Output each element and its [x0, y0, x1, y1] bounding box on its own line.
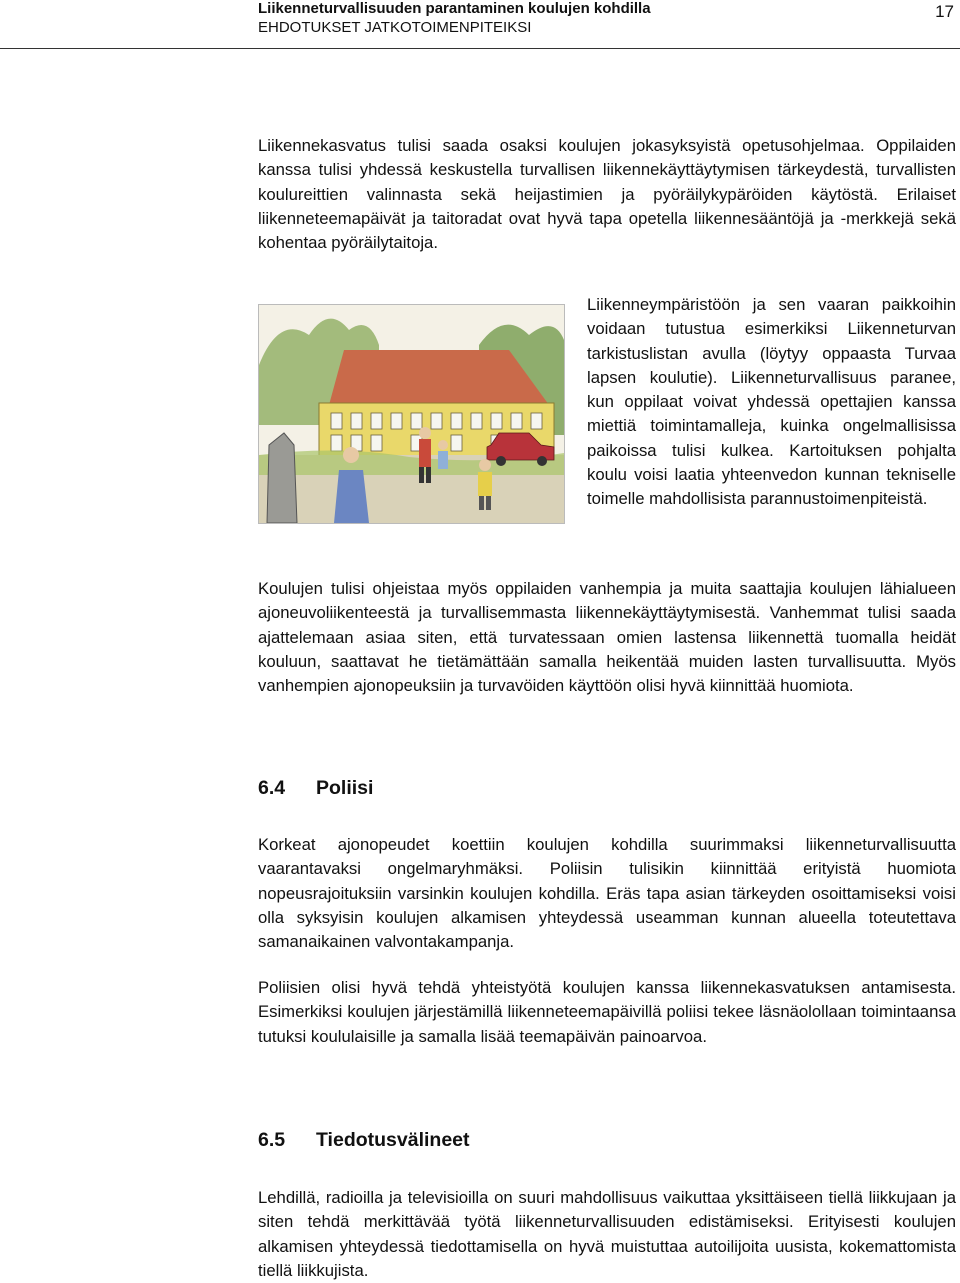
section-number: 6.4 — [258, 777, 286, 799]
paragraph-police-speeds: Korkeat ajonopeudet koettiin koulujen kohdilla suurimmaksi liikenneturvallisuutta vaarantavaksi ongelmaryhmäksi. Poliisin tulisikin kiinnittää erityistä huomiota nopeusrajoituksiin varsinkin koulujen kohdilla. Eräs tapa asian tärkeyden osoittamiseksi voisi olla syksyisin koulujen alkamisen yhteydessä useamman kunnan alueella toteutettava samanaikainen valvontakampanja. — [258, 835, 956, 952]
section-title: Poliisi — [316, 777, 374, 799]
page-header — [0, 0, 960, 49]
section-heading-police — [258, 776, 373, 800]
paragraph-media: Lehdillä, radioilla ja televisioilla on suuri mahdollisuus vaikuttaa yksittäiseen tiellä liikkujaan ja siten tehdä merkittävää työtä liikenneturvallisuuden edistämiseksi. Erityisesti koulujen alkamisen yhteydessä tiedottamisella on hyvä muistuttaa autoilijoita uusista, kokemattomista tiellä liikkujista. — [258, 1188, 956, 1280]
paragraph-traffic-education: Liikennekasvatus tulisi saada osaksi koulujen jokasyksyistä opetusohjelmaa. Oppilaiden kanssa tulisi yhdessä keskustella turvallisen liikennekäyttäytymisen tärkeydestä, turvallisten koulureittien valinnasta sekä heijastimien ja pyöräilykypäröiden käytöstä. Erilaiset liikenneteemapäivät ja taitoradat ovat hyvä tapa opetella liikennesääntöjä ja -merkkejä sekä kohentaa pyöräilytaitoja. — [258, 136, 956, 253]
section-heading-media — [258, 1128, 470, 1152]
school-yard-drawing — [259, 305, 564, 523]
child-figure — [438, 440, 448, 469]
section-title: Tiedotusvälineet — [316, 1129, 470, 1151]
chapter-title: EHDOTUKSET JATKOTOIMENPITEIKSI — [258, 19, 532, 36]
document-title: Liikenneturvallisuuden parantaminen koulujen kohdilla — [258, 0, 651, 17]
paragraph-traffic-environment: Liikenneympäristöön ja sen vaaran paikkoihin voidaan tutustua esimerkiksi Liikenneturvan tarkistuslistan avulla (löytyy oppaasta Turvaa lapsen koulutie). Liikenneturvallisuus paranee, kun oppilaat voivat yhdessä opettajien kanssa miettiä toimintamalleja, kuinka ongelmallisissa paikoissa tulisi kulkea. Kartoituksen pohjalta koulu voisi laatia yhteenvedon kunnan tekniselle toimelle mahdollisista parannustoimenpiteistä. — [587, 295, 956, 509]
section-number: 6.5 — [258, 1129, 286, 1151]
paragraph-police-cooperation: Poliisien olisi hyvä tehdä yhteistyötä koulujen kanssa liikennekasvatuksen antamisesta. Esimerkiksi koulujen järjestämillä liikenneteemapäivillä poliisi tekee läsnäolollaan toimintaansa tutuksi koululaisille ja samalla lisää teemapäivän painoarvoa. — [258, 978, 956, 1046]
paragraph-parents: Koulujen tulisi ohjeistaa myös oppilaiden vanhempia ja muita saattajia koulujen lähialueen ajoneuvoliikenteestä ja turvallisemmasta liikennekäyttäytymisestä. Vanhemmat tulisi saada ajattelemaan asiaa siten, että turvatessaan omien lastensa liikennettä tuomalla heidät kouluun, saattavat he tietämättään samalla heikentää muiden lasten turvallisuutta. Myös vanhempien ajonopeuksiin ja turvavöiden käyttöön olisi hyvä kiinnittää huomiota. — [258, 579, 956, 696]
page-number: 17 — [935, 2, 954, 21]
school-illustration — [258, 304, 565, 524]
